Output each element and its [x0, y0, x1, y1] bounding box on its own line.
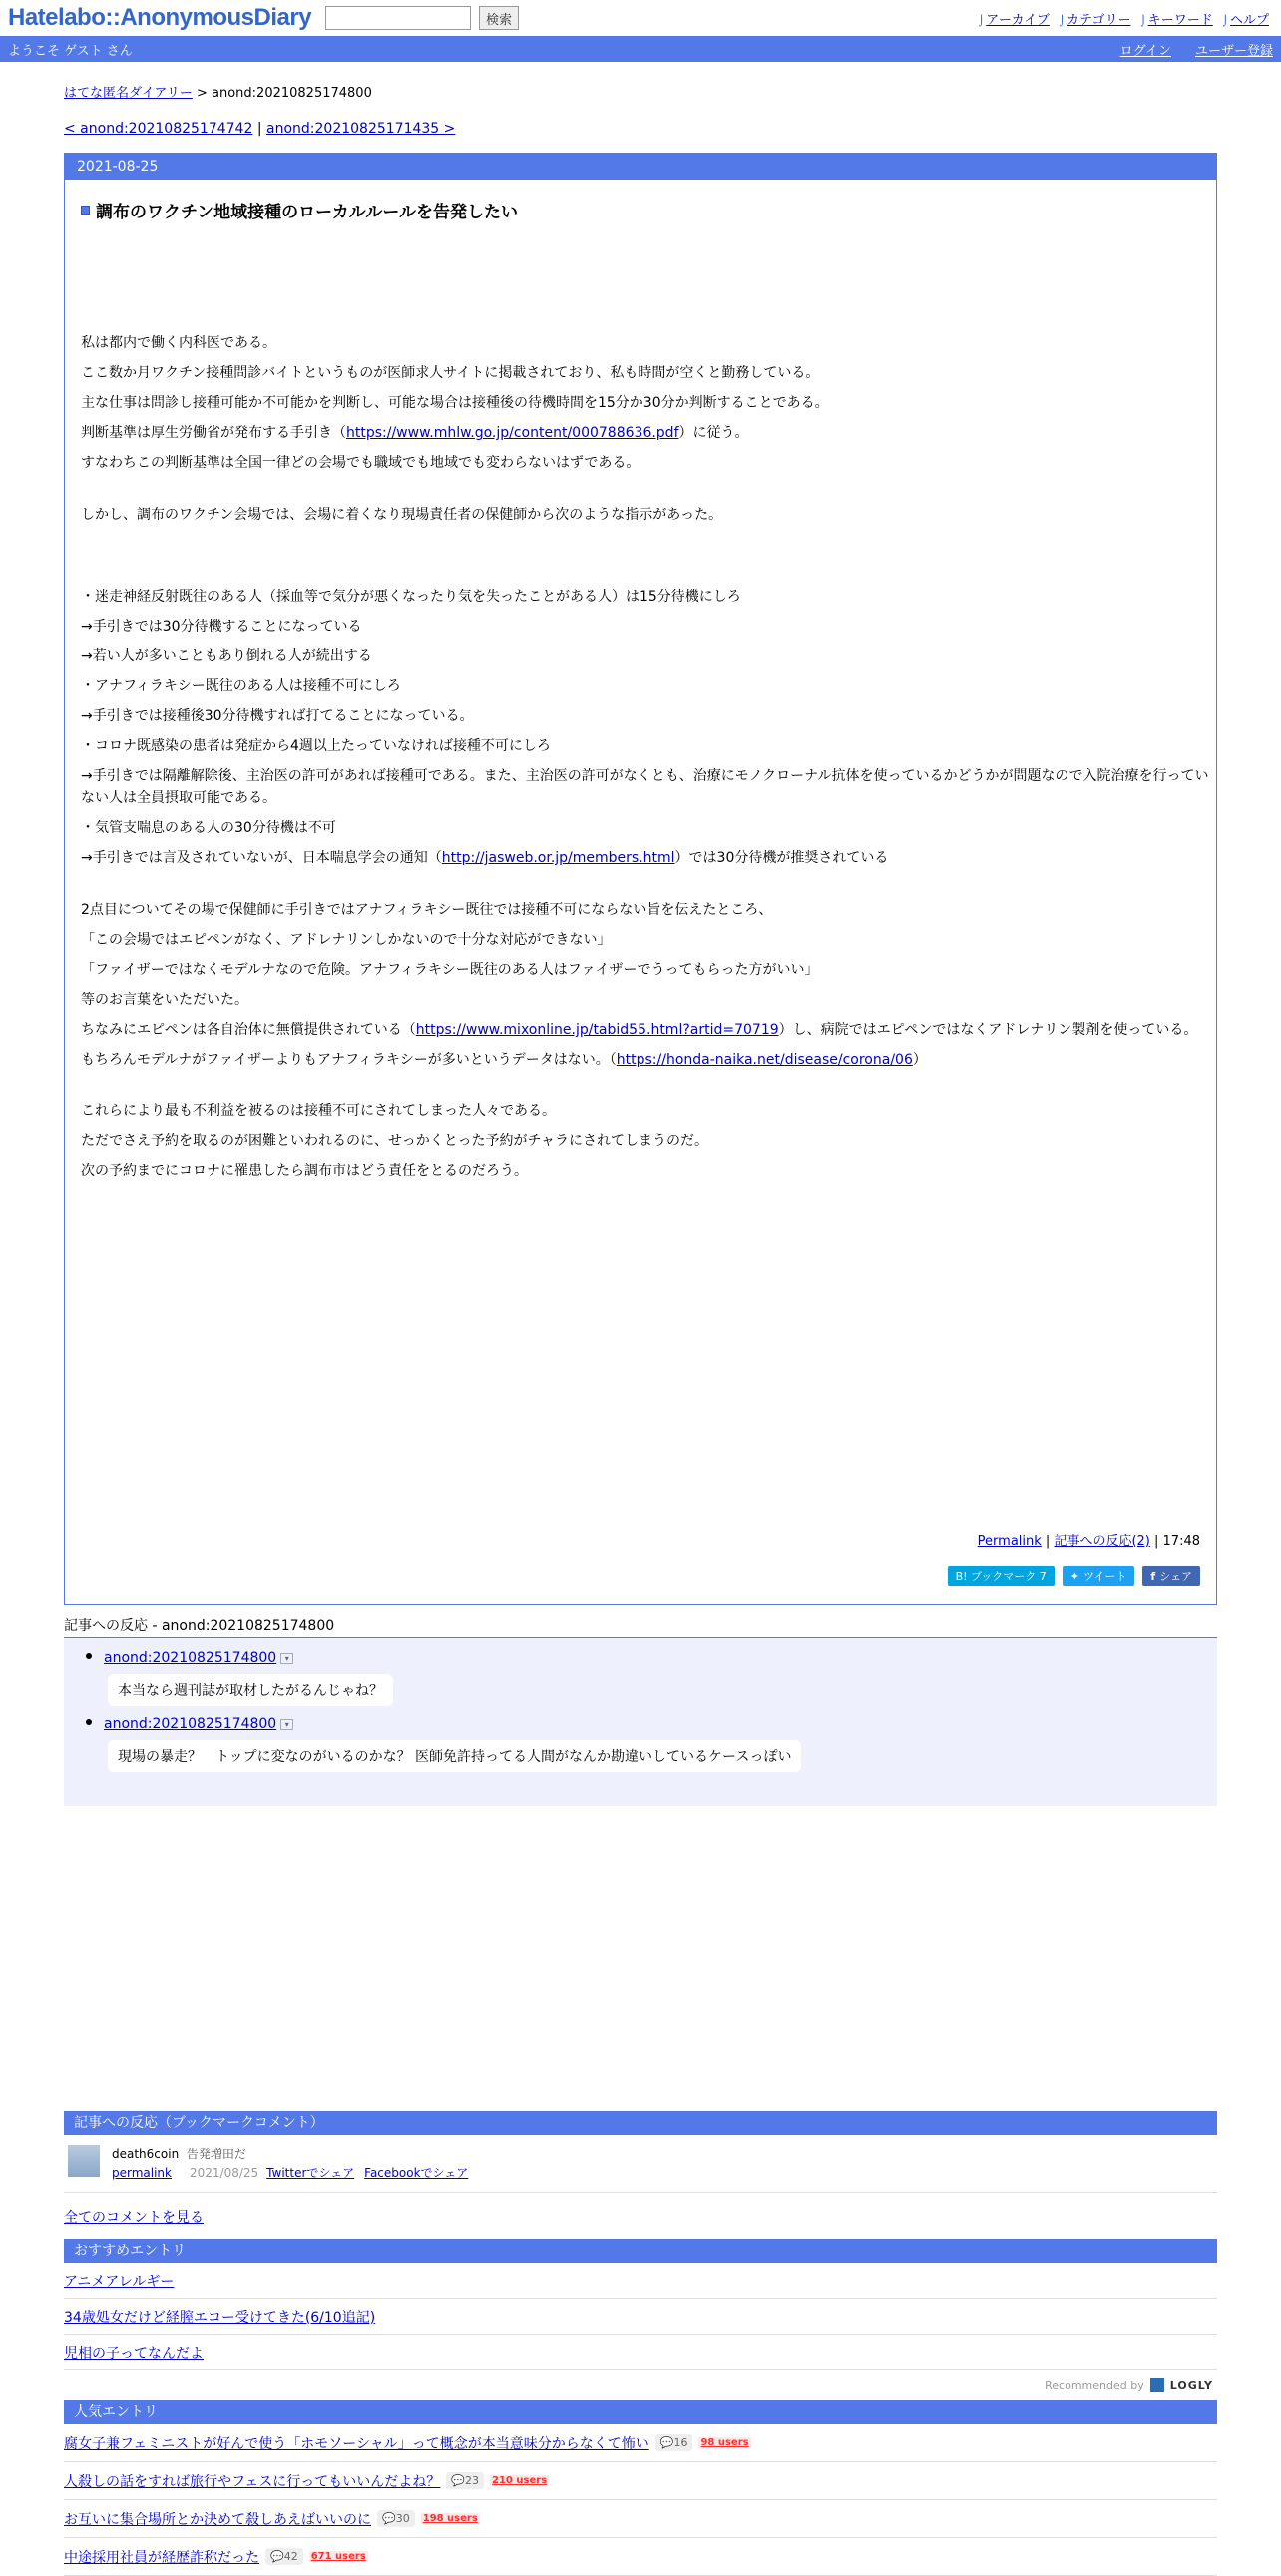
site-logo[interactable]: Hatelabo::AnonymousDiary	[8, 4, 312, 31]
entry-time: 17:48	[1162, 1534, 1200, 1549]
users-badge[interactable]: 671 users	[310, 2551, 366, 2562]
twitter-share-link[interactable]: Twitterでシェア	[266, 2166, 355, 2180]
entry-footer: Permalink | 記事への反応(2) | 17:48	[977, 1534, 1200, 1549]
expand-icon[interactable]: ▾	[280, 1653, 293, 1664]
twitter-bird-icon: ✦	[1069, 1569, 1079, 1583]
breadcrumb-separator: >	[192, 86, 213, 101]
comment-bubble-icon: 💬	[451, 2474, 466, 2487]
list-item	[64, 2424, 1217, 2462]
entry-date: 2021-08-25	[65, 154, 1216, 180]
body-line: 2点目についてその場で保健師に手引きではアナフィラキシー既往では接種不可にならない旨を伝えたところ、	[81, 902, 773, 918]
mixonline-link[interactable]: https://www.mixonline.jp/tabid55.html?artid=70719	[415, 1022, 779, 1038]
mhlw-link[interactable]: https://www.mhlw.go.jp/content/000788636.pdf	[346, 425, 679, 441]
entry-title-text: 調布のワクチン地域接種のローカルルールを告発したい	[96, 203, 519, 222]
reactions-list	[64, 1638, 1217, 1806]
bookmark-comment-text: 告発増田だ	[186, 2147, 246, 2161]
comment-bubble-icon: 💬	[270, 2550, 284, 2563]
reactions-link[interactable]: 記事への反応(2)	[1054, 1534, 1150, 1549]
logly-logo-icon[interactable]	[1150, 2378, 1164, 2392]
body-line: しかし、調布のワクチン会場では、会場に着くなり現場責任者の保健師から次のような指示があった。	[81, 507, 723, 523]
breadcrumb-root[interactable]: はてな匿名ダイアリー	[64, 86, 193, 101]
body-line: 等のお言葉をいただいた。	[81, 992, 248, 1008]
reaction-link[interactable]: anond:20210825174800	[104, 1716, 277, 1732]
nav-help[interactable]: ⌡ ヘルプ	[1223, 9, 1269, 28]
avatar[interactable]	[68, 2145, 100, 2177]
body-line: →手引きでは接種後30分待機すれば打てることになっている。	[81, 708, 474, 724]
nav-archive[interactable]: ⌡ アーカイブ	[979, 9, 1050, 28]
breadcrumb-current: anond:20210825174800	[212, 86, 372, 101]
body-line: ・気管支喘息のある人の30分待機は不可	[81, 820, 336, 836]
share-buttons	[948, 1566, 1200, 1586]
list-item	[64, 2299, 1217, 2335]
body-line: 主な仕事は問診し接種可能か不可能かを判断し、可能な場合は接種後の待機時間を15分か30分か判断することである。	[81, 395, 829, 411]
body-line: →若い人が多いこともあり倒れる人が続出する	[81, 648, 372, 664]
entry-pager	[64, 121, 1217, 137]
top-nav	[979, 9, 1273, 28]
body-line: ・アナフィラキシー既往のある人は接種不可にしろ	[81, 678, 401, 694]
logly-brand[interactable]: LOGLY	[1169, 2378, 1213, 2392]
recommended-header: おすすめエントリ	[64, 2239, 1217, 2263]
body-line: ここ数か月ワクチン接種問診バイトというものが医師求人サイトに掲載されており、私も時間が空くと勤務している。	[81, 365, 820, 381]
body-line: 判断基準は厚生労働省が発布する手引き（https://www.mhlw.go.jp/content/000788636.pdf）に従う。	[81, 425, 749, 441]
comment-count[interactable]: 💬23	[446, 2472, 484, 2489]
all-comments-link[interactable]: 全てのコメントを見る	[64, 2210, 204, 2226]
users-badge[interactable]: 210 users	[492, 2475, 548, 2486]
reaction-text: 本当なら週刊誌が取材したがるんじゃね？	[108, 1674, 393, 1706]
reaction-item	[104, 1650, 1217, 1716]
comment-count[interactable]: 💬16	[655, 2434, 693, 2451]
comment-count[interactable]: 💬30	[377, 2510, 415, 2527]
body-line: 次の予約までにコロナに罹患したら調布市はどう責任をとるのだろう。	[81, 1163, 528, 1179]
bookmark-comment	[64, 2135, 1217, 2193]
reaction-link[interactable]: anond:20210825174800	[104, 1650, 277, 1666]
welcome-bar	[0, 36, 1281, 62]
register-link[interactable]: ユーザー登録	[1194, 43, 1273, 59]
ad-space	[64, 1806, 1217, 2111]
facebook-share-link[interactable]: Facebookでシェア	[364, 2166, 469, 2180]
body-line: ただでさえ予約を取るのが困難といわれるのに、せっかくとった予約がチャラにされてしまうのだ。	[81, 1133, 709, 1149]
recommended-link[interactable]: 児相の子ってなんだよ	[64, 2346, 204, 2361]
list-item	[64, 2462, 1217, 2500]
body-line: 「この会場ではエピペンがなく、アドレナリンしかないので十分な対応ができない」	[81, 932, 612, 948]
nav-category[interactable]: ⌡ カテゴリー	[1060, 9, 1131, 28]
list-item	[64, 2500, 1217, 2538]
body-line: もちろんモデルナがファイザーよりもアナフィラキシーが多いというデータはない。（https://honda-naika.net/disease/corona/06）	[81, 1052, 927, 1068]
search-input[interactable]	[325, 6, 471, 30]
site-header	[0, 0, 1281, 36]
body-line: すなわちこの判断基準は全国一律どの会場でも職域でも地域でも変わらないはずである。	[81, 455, 640, 471]
login-link[interactable]: ログイン	[1119, 43, 1171, 59]
list-item	[64, 2538, 1217, 2576]
body-line: →手引きでは言及されていないが、日本喘息学会の通知（http://jasweb.or.jp/members.html）では30分待機が推奨されている	[81, 850, 889, 866]
entry-title	[81, 198, 1216, 222]
bullet-icon	[86, 1719, 92, 1725]
recommended-link[interactable]: 34歳処女だけど経膣エコー受けてきた(6/10追記)	[64, 2310, 376, 2326]
facebook-f-icon: f	[1150, 1569, 1156, 1583]
body-line: ・迷走神経反射既往のある人（採血等で気分が悪くなったり気を失ったことがある人）は15分待機にしろ	[81, 589, 741, 605]
comment-bubble-icon: 💬	[382, 2512, 396, 2525]
facebook-share-button[interactable]: f シェア	[1142, 1566, 1200, 1586]
pager-separator: |	[252, 121, 267, 137]
bookmark-comments-header: 記事への反応（ブックマークコメント）	[64, 2111, 1217, 2135]
entry-square-icon[interactable]	[81, 206, 90, 215]
users-badge[interactable]: 98 users	[700, 2437, 749, 2448]
popular-link[interactable]: 人殺しの話をすれば旅行やフェスに行ってもいいんだよね？	[64, 2473, 441, 2490]
body-line: これらにより最も不利益を被るのは接種不可にされてしまった人々である。	[81, 1103, 556, 1119]
nav-keyword[interactable]: ⌡ キーワード	[1141, 9, 1213, 28]
expand-icon[interactable]: ▾	[280, 1719, 293, 1730]
main-content	[64, 82, 1217, 2576]
reaction-item	[104, 1716, 1217, 1782]
bookmark-date: 2021/08/25	[190, 2166, 259, 2180]
recommended-link[interactable]: アニメアレルギー	[64, 2274, 175, 2290]
body-line: ちなみにエピペンは各自治体に無償提供されている（https://www.mixonline.jp/tabid55.html?artid=70719）し、病院ではエピペンではなくアドレナリン製剤を使っている。	[81, 1022, 1198, 1038]
recommended-by	[64, 2370, 1217, 2400]
all-comments-row	[64, 2193, 1217, 2239]
jasweb-link[interactable]: http://jasweb.or.jp/members.html	[441, 850, 675, 866]
list-item	[64, 2263, 1217, 2299]
body-line: 私は都内で働く内科医である。	[81, 335, 276, 351]
users-badge[interactable]: 198 users	[422, 2513, 478, 2524]
reaction-text: 現場の暴走？ トップに変なのがいるのかな？ 医師免許持ってる人間がなんか勘違いしているケースっぽい	[108, 1740, 801, 1772]
popular-link[interactable]: お互いに集合場所とか決めて殺しあえばいいのに	[64, 2511, 371, 2528]
body-line: →手引きでは30分待機することになっている	[81, 619, 362, 635]
welcome-text: ようこそ ゲスト さん	[8, 43, 133, 59]
prev-entry-link[interactable]: < anond:20210825174742	[64, 121, 253, 137]
bookmark-permalink[interactable]: permalink	[112, 2166, 172, 2180]
bullet-icon	[86, 1653, 92, 1659]
breadcrumb	[64, 82, 1217, 101]
popular-link[interactable]: 中途採用社員が経歴詐称だった	[64, 2549, 259, 2566]
permalink[interactable]: Permalink	[977, 1534, 1042, 1549]
popular-link[interactable]: 腐女子兼フェミニストが好んで使う「ホモソーシャル」って概念が本当意味分からなくて怖い	[64, 2435, 649, 2452]
entry-body	[81, 328, 1216, 1186]
next-entry-link[interactable]: anond:20210825171435 >	[266, 121, 456, 137]
honda-naika-link[interactable]: https://honda-naika.net/disease/corona/06	[616, 1052, 913, 1068]
body-line: →手引きでは隔離解除後、主治医の許可があれば接種可である。また、主治医の許可がなくとも、治療にモノクローナル抗体を使っているかどうかが問題なので入院治療を行っていない人は全員摂取可能である。	[81, 768, 1209, 806]
comment-bubble-icon: 💬	[659, 2436, 674, 2449]
popular-header: 人気エントリ	[64, 2400, 1217, 2424]
reactions-title: 記事への反応 - anond:20210825174800	[64, 1615, 1217, 1638]
tweet-button[interactable]: ✦ ツイート	[1063, 1566, 1135, 1586]
hatena-bookmark-button[interactable]: B! ブックマーク 7	[948, 1566, 1055, 1586]
body-line: 「ファイザーではなくモデルナなので危険。アナフィラキシー既往のある人はファイザーでうってもらった方がいい」	[81, 962, 819, 978]
recommended-by-text: Recommended by	[1045, 2378, 1144, 2392]
body-line: ・コロナ既感染の患者は発症から4週以上たっていなければ接種不可にしろ	[81, 738, 551, 754]
comment-count[interactable]: 💬42	[265, 2548, 303, 2565]
entry-box	[64, 153, 1217, 1605]
bookmark-user[interactable]: death6coin	[112, 2147, 180, 2161]
list-item	[64, 2335, 1217, 2370]
search-button[interactable]: 検索	[479, 6, 519, 30]
